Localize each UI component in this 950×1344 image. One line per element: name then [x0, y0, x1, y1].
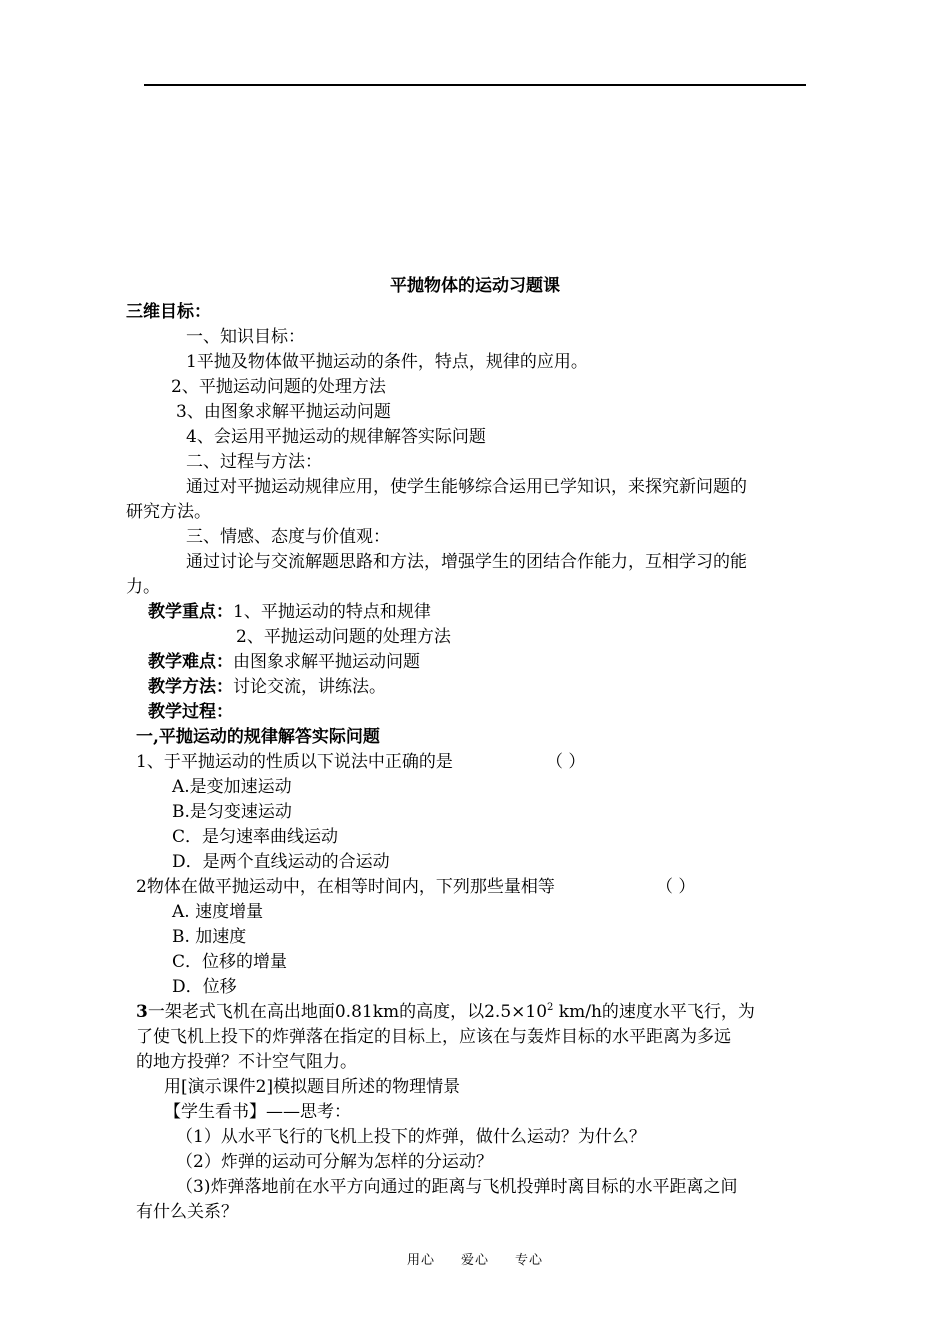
- key-points-row: [148, 600, 431, 625]
- demo-line: 用[演示课件2]模拟题目所述的物理情景: [164, 1077, 461, 1097]
- q1-option-c: C．是匀速率曲线运动: [172, 827, 339, 847]
- think-item-1: （1）从水平飞行的飞机上投下的炸弹，做什么运动？为什么？: [176, 1127, 646, 1147]
- q2-stem: 2物体在做平抛运动中，在相等时间内，下列那些量相等: [136, 877, 555, 897]
- key-point-1: 1、平抛运动的特点和规律: [233, 602, 431, 622]
- q3-line-3: 的地方投弹？不计空气阻力。: [136, 1052, 357, 1072]
- q3-line-2: 了使飞机上投下的炸弹落在指定的目标上，应该在与轰炸目标的水平距离为多远: [136, 1027, 731, 1047]
- footer-word-2: 爱心: [460, 1253, 489, 1268]
- emotion-line-2: 力。: [126, 577, 160, 597]
- q1-option-d: D．是两个直线运动的合运动: [172, 852, 390, 872]
- process-heading: 二、过程与方法：: [186, 452, 322, 472]
- process-line-2: 研究方法。: [126, 502, 211, 522]
- q3-exponent: 2: [547, 1002, 554, 1013]
- q1-stem: 1、于平抛运动的性质以下说法中正确的是: [136, 752, 453, 772]
- method-text: 讨论交流，讲练法。: [233, 677, 386, 697]
- header-rule: [144, 84, 806, 86]
- q3-number: 3: [136, 1002, 148, 1022]
- q1-option-b: B.是匀变速运动: [172, 802, 292, 822]
- knowledge-item-2: 2、平抛运动问题的处理方法: [171, 377, 386, 397]
- knowledge-heading: 一、知识目标：: [186, 327, 305, 347]
- q1-option-a: A.是变加速运动: [172, 777, 292, 797]
- q3-line-1: [136, 1000, 755, 1025]
- q2-option-d: D．位移: [172, 977, 237, 997]
- difficulty-row: [148, 650, 420, 675]
- q3-line-1-b: km/h的速度水平飞行，为: [553, 1002, 755, 1022]
- emotion-heading: 三、情感、态度与价值观：: [186, 527, 390, 547]
- knowledge-item-3: 3、由图象求解平抛运动问题: [176, 402, 391, 422]
- method-row: [148, 675, 386, 700]
- method-label: 教学方法：: [148, 677, 233, 697]
- process-label: 教学过程：: [148, 702, 233, 722]
- document-title: 平抛物体的运动习题课: [390, 276, 560, 296]
- page-footer: [0, 1249, 950, 1268]
- q2-option-c: C．位移的增量: [172, 952, 288, 972]
- difficulty-text: 由图象求解平抛运动问题: [233, 652, 420, 672]
- difficulty-label: 教学难点：: [148, 652, 233, 672]
- key-point-2: 2、平抛运动问题的处理方法: [236, 627, 451, 647]
- knowledge-item-1: 1平抛及物体做平抛运动的条件，特点，规律的应用。: [186, 352, 588, 372]
- section-heading: 一,平抛运动的规律解答实际问题: [136, 727, 380, 747]
- q2-bracket: （ ）: [656, 877, 696, 897]
- key-points-label: 教学重点：: [148, 602, 233, 622]
- think-item-3: （3)炸弹落地前在水平方向通过的距离与飞机投弹时离目标的水平距离之间: [176, 1177, 738, 1197]
- think-item-3-continued: 有什么关系？: [136, 1202, 238, 1222]
- q1-bracket: （ ）: [546, 752, 586, 772]
- think-item-2: （2）炸弹的运动可分解为怎样的分运动？: [176, 1152, 493, 1172]
- footer-word-3: 专心: [515, 1253, 544, 1268]
- q2-option-a: A. 速度增量: [172, 902, 264, 922]
- footer-word-1: 用心: [406, 1253, 435, 1268]
- q2-option-b: B. 加速度: [172, 927, 247, 947]
- goals-heading: 三维目标：: [126, 302, 211, 322]
- q3-line-1-a: 一架老式飞机在高出地面0.81km的高度，以2.5×10: [147, 1002, 548, 1022]
- knowledge-item-4: 4、会运用平抛运动的规律解答实际问题: [186, 427, 486, 447]
- emotion-line-1: 通过讨论与交流解题思路和方法，增强学生的团结合作能力，互相学习的能: [186, 552, 747, 572]
- think-heading: 【学生看书】——思考：: [164, 1102, 351, 1122]
- process-line-1: 通过对平抛运动规律应用，使学生能够综合运用已学知识，来探究新问题的: [186, 477, 747, 497]
